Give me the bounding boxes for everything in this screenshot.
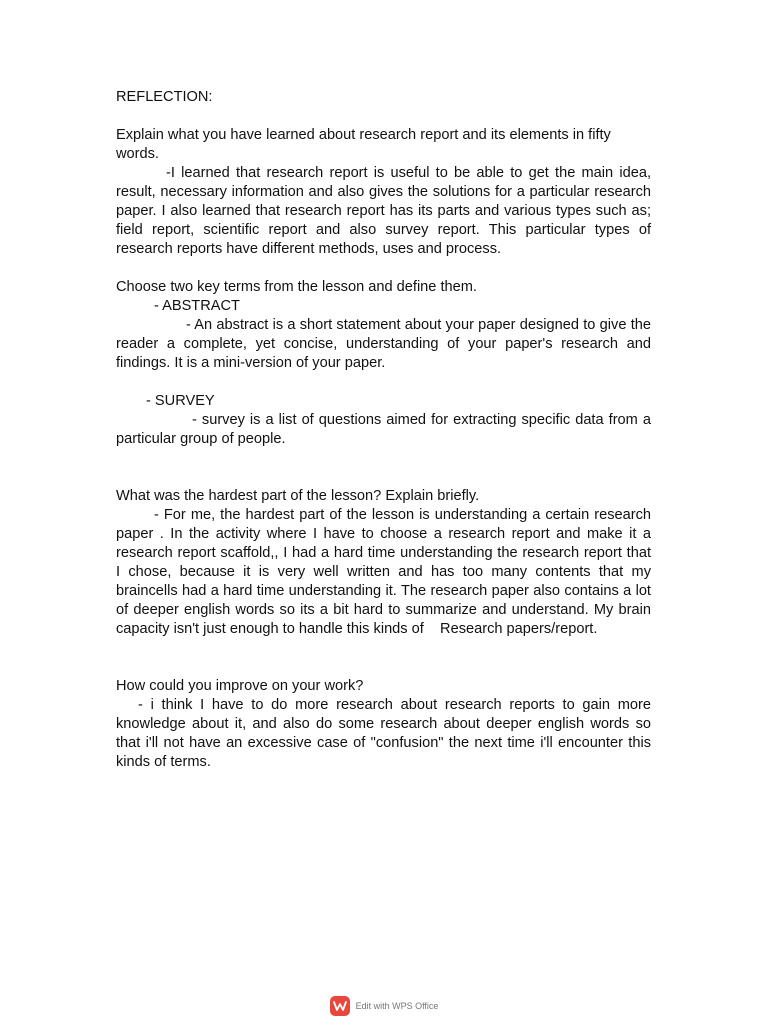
wps-footer-text: Edit with WPS Office [355, 1001, 439, 1011]
answer-3: - For me, the hardest part of the lesson is understanding a certain research paper . In the activity where I have to choose a research report and make it a research report scaffold,, I had a hard time understanding the research report that I chose, because it is very well written and has too many contents that my braincells had a hard time understanding it. The research paper also contains a lot of deeper english words so its a bit hard to summarize and understand. My brain capacity isn't just enough to handle this kinds of Research papers/report. [116, 507, 656, 637]
term-abstract-label: - ABSTRACT [154, 298, 240, 314]
question-1: Explain what you have learned about research report and its elements in fifty words. [116, 127, 611, 162]
answer-4: - i think I have to do more research about research reports to gain more knowledge about it, and also do some research about deeper english words so that i'll not have an excessive case of "confusion" the next time i'll encounter this kinds of terms. [116, 697, 651, 770]
term-survey-label: - SURVEY [146, 393, 215, 409]
wps-office-logo-icon [330, 996, 350, 1016]
question-2: Choose two key terms from the lesson and define them. [116, 279, 477, 295]
spacer [116, 449, 651, 487]
wps-w-glyph-icon [333, 1000, 347, 1012]
question-3: What was the hardest part of the lesson? Explain briefly. [116, 488, 480, 504]
answer-1: -I learned that research report is useful to be able to get the main idea, result, necessary information and also gives the solutions for a particular research paper. I also learned that research report has its parts and various types such as; field report, scientific report and also survey report. This particular types of research reports have different methods, uses and process. [116, 165, 651, 257]
term-abstract-definition: - An abstract is a short statement about your paper designed to give the reader a complete, yet concise, understanding of your paper's research and findings. It is a mini-version of your paper. [116, 317, 651, 371]
spacer [116, 373, 651, 392]
document-page [116, 88, 656, 772]
term-survey-definition: - survey is a list of questions aimed for extracting specific data from a particular group of people. [116, 412, 651, 447]
document-title: REFLECTION: [116, 89, 213, 105]
spacer [116, 639, 651, 677]
spacer [116, 259, 651, 278]
question-4: How could you improve on your work? [116, 678, 364, 694]
spacer [116, 107, 651, 126]
wps-footer[interactable] [0, 996, 768, 1016]
